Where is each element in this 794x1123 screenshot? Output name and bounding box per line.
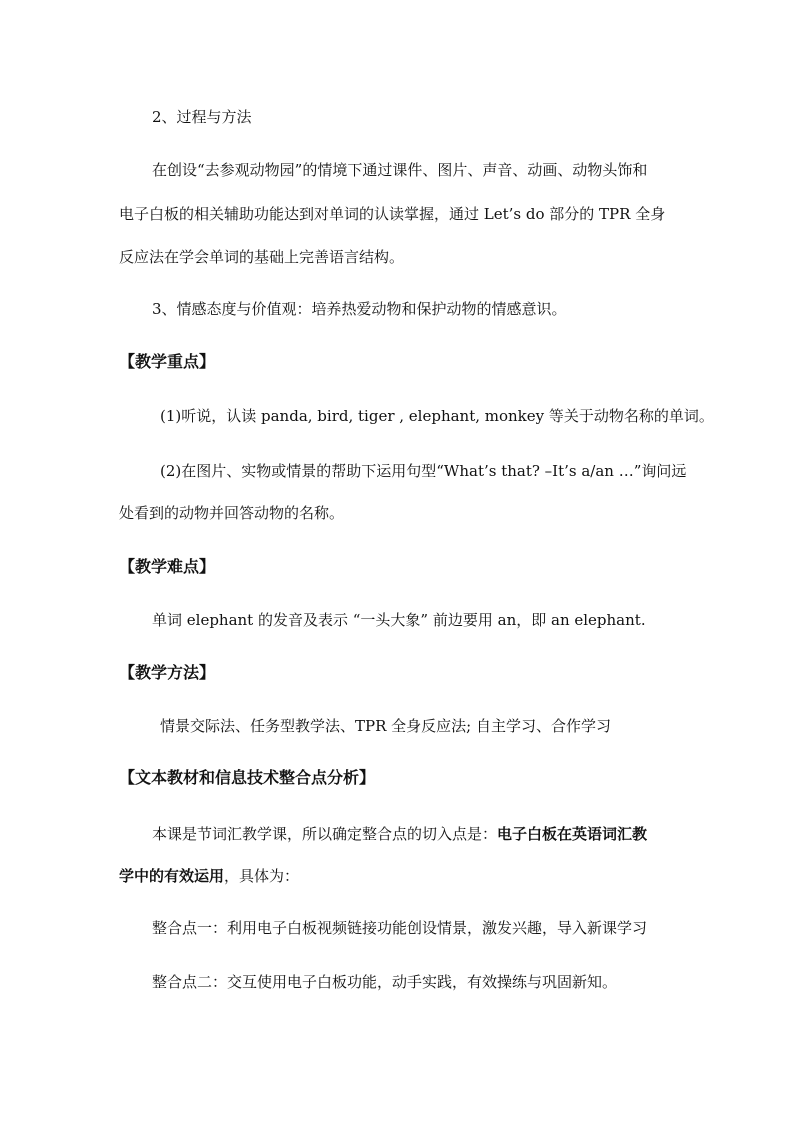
integration-intro-bold-2: 学中的有效运用: [119, 867, 225, 885]
key-point-2-line-1: (2)在图片、实物或情景的帮助下运用句型“What’s that? –It’s a/an …”询问远: [160, 462, 687, 480]
integration-intro-line-1: [152, 823, 647, 845]
key-point-2-line-2: 处看到的动物并回答动物的名称。: [119, 504, 345, 522]
process-para-line-1: 在创设“去参观动物园”的情境下通过课件、图片、声音、动画、动物头饰和: [152, 161, 648, 179]
heading-difficulty: 【教学难点】: [119, 557, 216, 576]
heading-integration: 【文本教材和信息技术整合点分析】: [119, 768, 376, 787]
integration-intro-line-2: [119, 865, 299, 887]
integration-intro-plain: 本课是节词汇教学课，所以确定整合点的切入点是：: [152, 825, 498, 843]
difficulty-text: 单词 elephant 的发音及表示 “一头大象” 前边要用 an，即 an elephant.: [152, 611, 646, 629]
integration-intro-tail: ，具体为：: [224, 867, 300, 885]
integration-point-2: 整合点二：交互使用电子白板功能，动手实践，有效操练与巩固新知。: [152, 973, 618, 991]
heading-key-points: 【教学重点】: [119, 352, 216, 371]
methods-text: 情景交际法、任务型教学法、TPR 全身反应法; 自主学习、合作学习: [160, 717, 611, 735]
integration-intro-bold-1: 电子白板在英语词汇教: [497, 825, 648, 843]
heading-methods: 【教学方法】: [119, 663, 216, 682]
section-emotion: 3、情感态度与价值观：培养热爱动物和保护动物的情感意识。: [152, 300, 567, 318]
key-point-1: (1)听说，认读 panda, bird, tiger , elephant, monkey 等关于动物名称的单词。: [160, 407, 714, 425]
process-para-line-2: 电子白板的相关辅助功能达到对单词的认读掌握，通过 Let’s do 部分的 TPR 全身: [119, 205, 666, 223]
process-para-line-3: 反应法在学会单词的基础上完善语言结构。: [119, 248, 405, 266]
integration-point-1: 整合点一：利用电子白板视频链接功能创设情景，激发兴趣，导入新课学习: [152, 919, 648, 937]
section-process-title: 2、过程与方法: [152, 108, 252, 126]
